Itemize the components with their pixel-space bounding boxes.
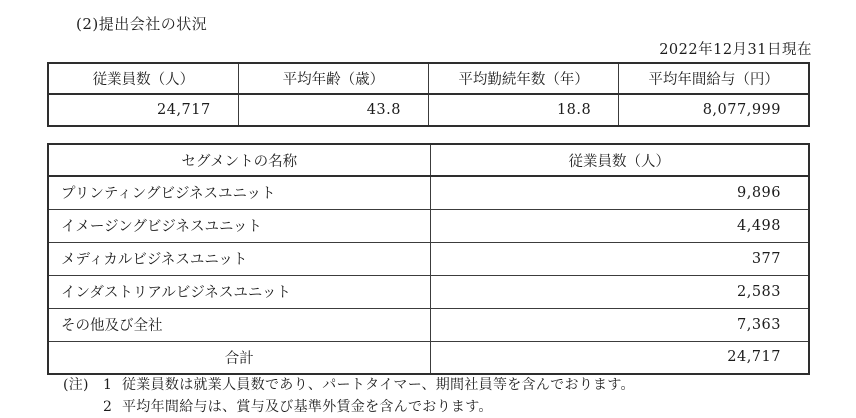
total-row <box>48 341 809 374</box>
as-of-date: 2022年12月31日現在 <box>659 42 812 58</box>
segment-header-name: セグメントの名称 <box>48 144 430 176</box>
total-employees: 24,717 <box>430 341 809 374</box>
segment-employee-table <box>47 143 810 375</box>
segment-header-row <box>48 144 809 176</box>
footnote-line-2 <box>63 396 635 418</box>
table-row <box>48 308 809 341</box>
segment-employees: 9,896 <box>430 176 809 209</box>
table-row <box>48 242 809 275</box>
summary-header-avg-salary: 平均年間給与（円） <box>619 63 809 94</box>
segment-name: プリンティングビジネスユニット <box>48 176 430 209</box>
total-label: 合計 <box>48 341 430 374</box>
summary-header-avg-age: 平均年齢（歳） <box>238 63 428 94</box>
segment-name: イメージングビジネスユニット <box>48 209 430 242</box>
footnote-marker-spacer <box>63 396 103 418</box>
segment-employees: 7,363 <box>430 308 809 341</box>
footnotes <box>63 374 635 418</box>
summary-value-avg-tenure: 18.8 <box>429 94 619 126</box>
summary-header-avg-tenure: 平均勤続年数（年） <box>429 63 619 94</box>
segment-name: その他及び全社 <box>48 308 430 341</box>
segment-header-employees: 従業員数（人） <box>430 144 809 176</box>
table-row <box>48 176 809 209</box>
summary-value-avg-age: 43.8 <box>238 94 428 126</box>
footnote-number: 1 <box>103 377 113 393</box>
summary-value-row <box>48 94 809 126</box>
table-row <box>48 209 809 242</box>
summary-header-row <box>48 63 809 94</box>
segment-name: メディカルビジネスユニット <box>48 242 430 275</box>
footnote-marker: (注) <box>63 377 89 393</box>
section-heading: (2)提出会社の状況 <box>76 15 208 33</box>
segment-employees: 2,583 <box>430 275 809 308</box>
footnote-number: 2 <box>103 399 113 415</box>
table-row <box>48 275 809 308</box>
segment-employees: 377 <box>430 242 809 275</box>
footnote-line-1 <box>63 374 635 396</box>
footnote-text: 平均年間給与は、賞与及び基準外賃金を含んでおります。 <box>122 399 493 415</box>
segment-employees: 4,498 <box>430 209 809 242</box>
summary-value-avg-salary: 8,077,999 <box>619 94 809 126</box>
employee-summary-table <box>47 62 810 127</box>
summary-header-employees: 従業員数（人） <box>48 63 238 94</box>
footnote-text: 従業員数は就業人員数であり、パートタイマー、期間社員等を含んでおります。 <box>122 377 635 393</box>
summary-value-employees: 24,717 <box>48 94 238 126</box>
segment-name: インダストリアルビジネスユニット <box>48 275 430 308</box>
